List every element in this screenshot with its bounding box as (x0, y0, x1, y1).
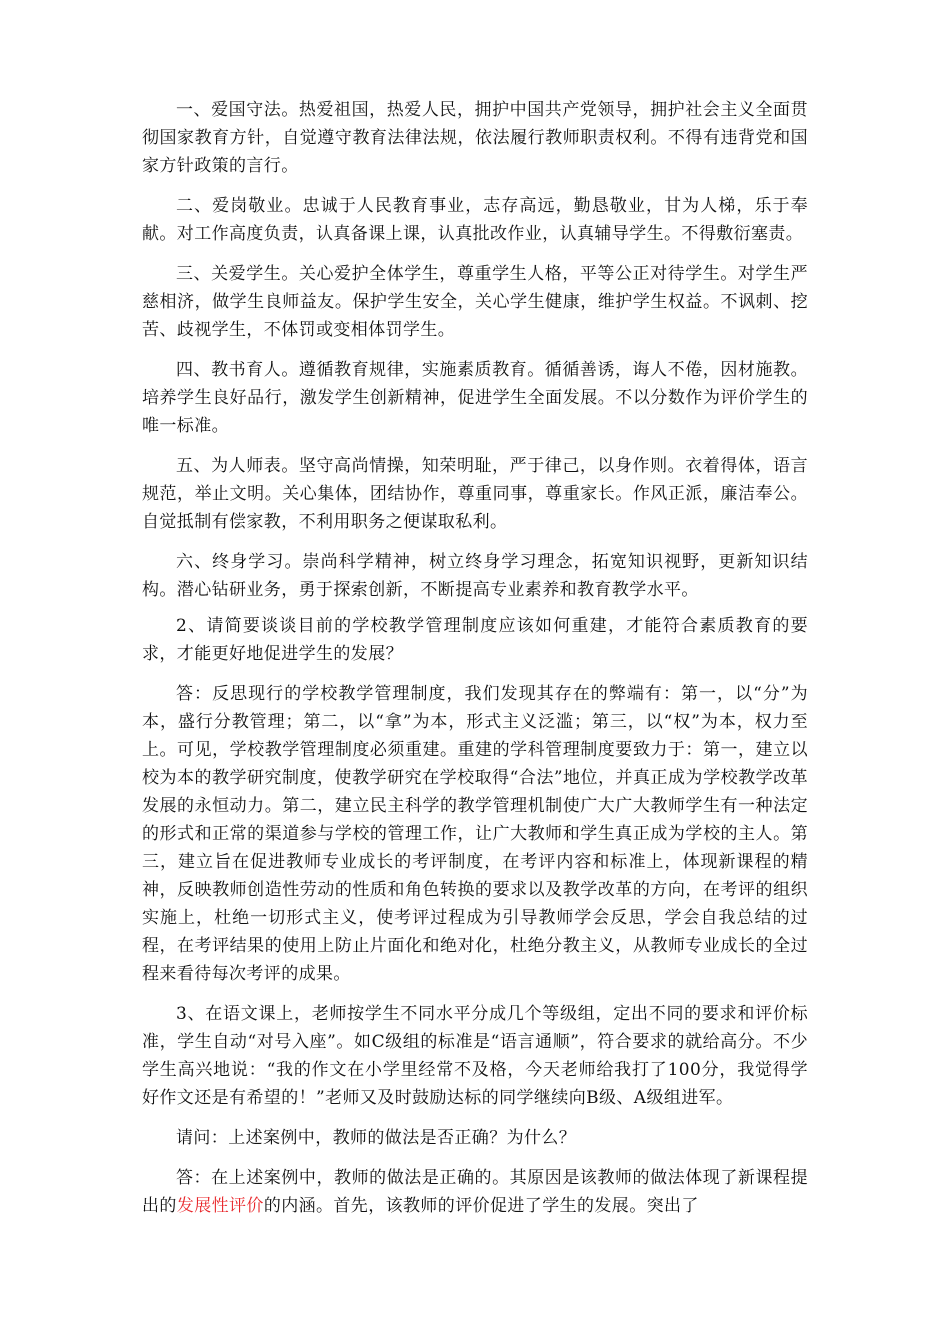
question-3-case: 3、在语文课上，老师按学生不同水平分成几个等级组，定出不同的要求和评价标准，学生自动“对号入座”。如C级组的标准是“语言通顺”，符合要求的就给高分。不少学生高兴地说：“我的作文在小学里经常不及格，今天老师给我打了100分，我觉得学好作文还是有希望的！”老师又及时鼓励达标的同学继续向B级、A级组进军。 (142, 1004, 808, 1108)
document-page (142, 96, 808, 1220)
answer-3-text-start: 答：在上述案例中，教师的做法是正确的。其原因是该教师的做法体现了新课程提出的 (142, 1168, 808, 1216)
paragraph-teaching: 四、教书育人。遵循教育规律，实施素质教育。循循善诱，诲人不倦，因材施教。培养学生良好品行，激发学生创新精神，促进学生全面发展。不以分数作为评价学生的唯一标准。 (142, 360, 808, 436)
paragraph-lifelong-learning: 六、终身学习。崇尚科学精神，树立终身学习理念，拓宽知识视野，更新知识结构。潜心钻研业务，勇于探索创新，不断提高专业素养和教育教学水平。 (142, 552, 808, 600)
answer-2: 答：反思现行的学校教学管理制度，我们发现其存在的弊端有：第一，以“分”为本，盛行分教管理；第二，以“拿”为本，形式主义泛滥；第三，以“权”为本，权力至上。可见，学校教学管理制度必须重建。重建的学科管理制度要致力于：第一，建立以校为本的教学研究制度，使教学研究在学校取得“合法”地位，并真正成为学校教学改革发展的永恒动力。第二，建立民主科学的教学管理机制使广大广大教师学生有一种法定的形式和正常的渠道参与学校的管理工作，让广大教师和学生真正成为学校的主人。第三，建立旨在促进教师专业成长的考评制度，在考评内容和标准上，体现新课程的精神，反映教师创造性劳动的性质和角色转换的要求以及教学改革的方向，在考评的组织实施上，杜绝一切形式主义，使考评过程成为引导教师学会反思，学会自我总结的过程，在考评结果的使用上防止片面化和绝对化，杜绝分教主义，从教师专业成长的全过程来看待每次考评的成果。 (142, 684, 808, 984)
paragraph-patriotism: 一、爱国守法。热爱祖国，热爱人民，拥护中国共产党领导，拥护社会主义全面贯彻国家教育方针，自觉遵守教育法律法规，依法履行教师职责权利。不得有违背党和国家方针政策的言行。 (142, 100, 808, 176)
question-3-prompt: 请问：上述案例中，教师的做法是否正确？为什么？ (176, 1128, 577, 1148)
answer-3 (142, 1164, 808, 1220)
paragraph-care-for-students: 三、关爱学生。关心爱护全体学生，尊重学生人格，平等公正对待学生。对学生严慈相济，做学生良师益友。保护学生安全，关心学生健康，维护学生权益。不讽刺、挖苦、歧视学生，不体罚或变相体罚学生。 (142, 264, 808, 340)
paragraph-dedication: 二、爱岗敬业。忠诚于人民教育事业，志存高远，勤恳敬业，甘为人梯，乐于奉献。对工作高度负责，认真备课上课，认真批改作业，认真辅导学生。不得敷衍塞责。 (142, 196, 808, 244)
answer-3-highlight: 发展性评价 (176, 1196, 264, 1216)
question-2: 2、请简要谈谈目前的学校教学管理制度应该如何重建，才能符合素质教育的要求，才能更好地促进学生的发展？ (142, 616, 808, 664)
answer-3-text-end: 的内涵。首先，该教师的评价促进了学生的发展。突出了 (263, 1196, 699, 1216)
paragraph-role-model: 五、为人师表。坚守高尚情操，知荣明耻，严于律己，以身作则。衣着得体，语言规范，举止文明。关心集体，团结协作，尊重同事，尊重家长。作风正派，廉洁奉公。自觉抵制有偿家教，不利用职务之便谋取私利。 (142, 456, 808, 532)
